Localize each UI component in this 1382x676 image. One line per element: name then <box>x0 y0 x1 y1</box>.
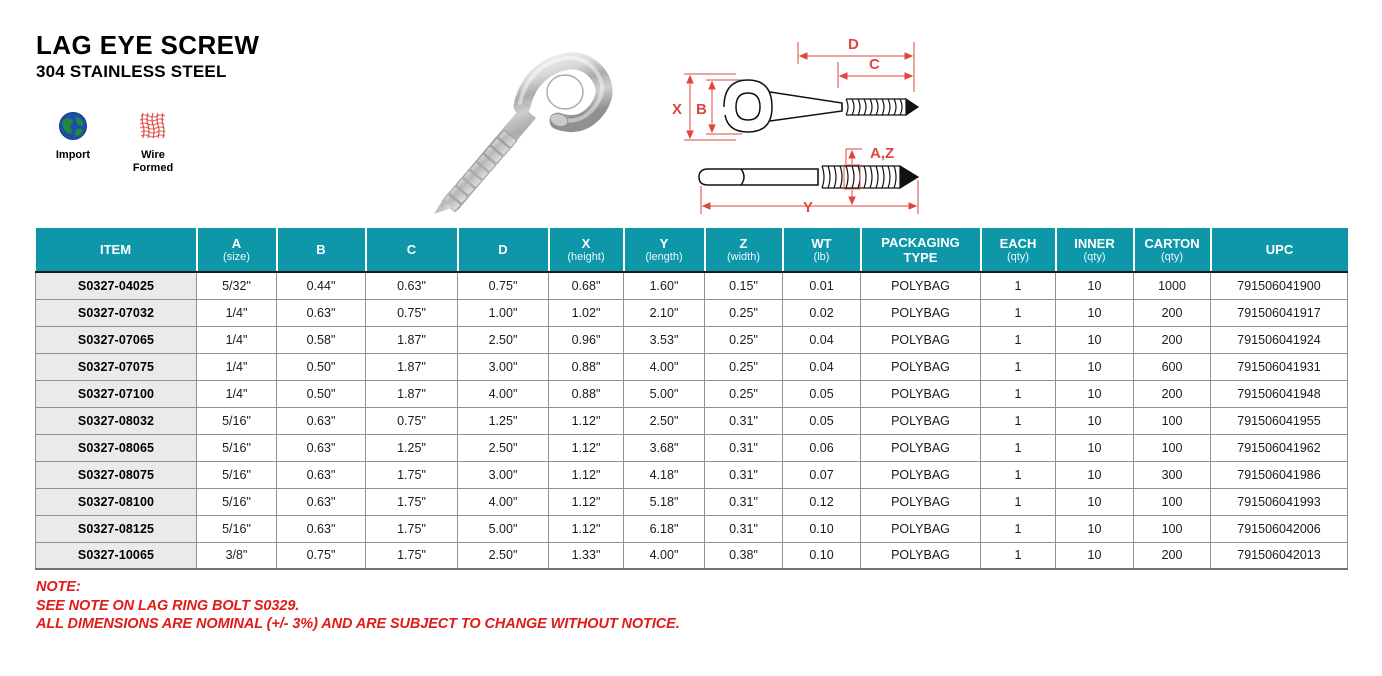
cell-c: 1.87" <box>366 353 458 380</box>
cell-d: 2.50" <box>458 434 549 461</box>
cell-c: 1.87" <box>366 380 458 407</box>
cell-carton: 200 <box>1134 542 1211 569</box>
column-header-label: Z <box>739 236 748 251</box>
cell-y: 1.60" <box>624 272 705 299</box>
cell-a: 5/16" <box>197 515 277 542</box>
cell-x: 1.12" <box>549 461 624 488</box>
dimension-label-x: X <box>672 101 683 118</box>
cell-x: 0.88" <box>549 380 624 407</box>
cell-item: S0327-07032 <box>36 299 197 326</box>
table-body <box>36 272 1348 569</box>
column-header-label: UPC <box>1265 242 1294 257</box>
cell-wt: 0.07 <box>783 461 861 488</box>
cell-d: 4.00" <box>458 380 549 407</box>
column-header-unit: (qty) <box>1083 251 1106 263</box>
dimension-label-c: C <box>869 56 880 73</box>
cell-inner: 10 <box>1056 515 1134 542</box>
cell-b: 0.58" <box>277 326 366 353</box>
cell-y: 3.53" <box>624 326 705 353</box>
table-row <box>36 299 1348 326</box>
cell-z: 0.15" <box>705 272 783 299</box>
cell-each: 1 <box>981 461 1056 488</box>
column-header-unit: (length) <box>645 251 683 263</box>
cell-packaging: POLYBAG <box>861 434 981 461</box>
column-header-unit: (qty) <box>1161 251 1183 263</box>
cell-b: 0.50" <box>277 353 366 380</box>
cell-b: 0.44" <box>277 272 366 299</box>
cell-item: S0327-10065 <box>36 542 197 569</box>
cell-inner: 10 <box>1056 380 1134 407</box>
table-row <box>36 515 1348 542</box>
cell-inner: 10 <box>1056 488 1134 515</box>
column-header-label: CARTON <box>1144 236 1200 251</box>
cell-a: 5/16" <box>197 488 277 515</box>
column-header-b <box>277 228 366 272</box>
cell-z: 0.25" <box>705 353 783 380</box>
cell-x: 0.96" <box>549 326 624 353</box>
column-header-unit: (lb) <box>813 251 830 263</box>
cell-d: 1.00" <box>458 299 549 326</box>
cell-a: 1/4" <box>197 326 277 353</box>
column-header-upc <box>1211 228 1348 272</box>
cell-y: 2.10" <box>624 299 705 326</box>
cell-z: 0.31" <box>705 461 783 488</box>
cell-carton: 200 <box>1134 299 1211 326</box>
cell-carton: 200 <box>1134 326 1211 353</box>
product-photo <box>352 22 624 218</box>
cell-packaging: POLYBAG <box>861 461 981 488</box>
technical-drawings <box>666 18 966 218</box>
column-header-label: INNER <box>1074 236 1115 251</box>
cell-inner: 10 <box>1056 272 1134 299</box>
cell-wt: 0.10 <box>783 515 861 542</box>
cell-c: 1.75" <box>366 542 458 569</box>
cell-upc: 791506041962 <box>1211 434 1348 461</box>
page-title: LAG EYE SCREW <box>36 30 260 60</box>
cell-carton: 100 <box>1134 407 1211 434</box>
cell-packaging: POLYBAG <box>861 407 981 434</box>
cell-a: 5/16" <box>197 407 277 434</box>
table-row <box>36 380 1348 407</box>
cell-wt: 0.05 <box>783 380 861 407</box>
cell-carton: 1000 <box>1134 272 1211 299</box>
column-header-unit: (width) <box>726 251 760 263</box>
cell-carton: 600 <box>1134 353 1211 380</box>
table-row <box>36 407 1348 434</box>
badge-import <box>44 108 102 175</box>
cell-wt: 0.04 <box>783 326 861 353</box>
cell-y: 6.18" <box>624 515 705 542</box>
cell-y: 5.18" <box>624 488 705 515</box>
cell-a: 3/8" <box>197 542 277 569</box>
cell-b: 0.63" <box>277 299 366 326</box>
column-header-packaging <box>861 228 981 272</box>
column-header-carton <box>1134 228 1211 272</box>
note-block <box>36 578 680 634</box>
cell-upc: 791506041955 <box>1211 407 1348 434</box>
cell-carton: 200 <box>1134 380 1211 407</box>
cell-d: 3.00" <box>458 353 549 380</box>
dimension-label-y: Y <box>803 199 814 216</box>
table-row <box>36 353 1348 380</box>
column-header-label: EACH <box>999 236 1037 251</box>
cell-y: 2.50" <box>624 407 705 434</box>
cell-each: 1 <box>981 515 1056 542</box>
cell-carton: 300 <box>1134 461 1211 488</box>
cell-inner: 10 <box>1056 542 1134 569</box>
cell-b: 0.75" <box>277 542 366 569</box>
column-header-y <box>624 228 705 272</box>
column-header-c <box>366 228 458 272</box>
wire-mesh-icon <box>136 108 170 144</box>
cell-b: 0.63" <box>277 515 366 542</box>
cell-z: 0.38" <box>705 542 783 569</box>
column-header-unit: (height) <box>567 251 605 263</box>
page-subtitle: 304 STAINLESS STEEL <box>36 62 227 81</box>
cell-upc: 791506042006 <box>1211 515 1348 542</box>
badge-group <box>44 108 182 175</box>
cell-carton: 100 <box>1134 434 1211 461</box>
cell-upc: 791506041986 <box>1211 461 1348 488</box>
cell-wt: 0.01 <box>783 272 861 299</box>
cell-c: 0.75" <box>366 407 458 434</box>
cell-wt: 0.12 <box>783 488 861 515</box>
cell-carton: 100 <box>1134 488 1211 515</box>
column-header-x <box>549 228 624 272</box>
cell-item: S0327-07100 <box>36 380 197 407</box>
cell-inner: 10 <box>1056 353 1134 380</box>
cell-z: 0.31" <box>705 488 783 515</box>
cell-item: S0327-08075 <box>36 461 197 488</box>
cell-c: 1.75" <box>366 488 458 515</box>
cell-item: S0327-04025 <box>36 272 197 299</box>
cell-item: S0327-08032 <box>36 407 197 434</box>
cell-item: S0327-08125 <box>36 515 197 542</box>
cell-each: 1 <box>981 542 1056 569</box>
cell-inner: 10 <box>1056 434 1134 461</box>
column-header-unit: (qty) <box>1007 251 1029 263</box>
cell-x: 1.12" <box>549 515 624 542</box>
cell-each: 1 <box>981 488 1056 515</box>
cell-b: 0.50" <box>277 380 366 407</box>
cell-wt: 0.02 <box>783 299 861 326</box>
cell-d: 2.50" <box>458 326 549 353</box>
cell-y: 4.00" <box>624 353 705 380</box>
cell-item: S0327-08100 <box>36 488 197 515</box>
cell-a: 5/16" <box>197 434 277 461</box>
dimension-label-d: D <box>848 36 859 53</box>
cell-upc: 791506041993 <box>1211 488 1348 515</box>
cell-wt: 0.05 <box>783 407 861 434</box>
cell-upc: 791506041900 <box>1211 272 1348 299</box>
column-header-inner <box>1056 228 1134 272</box>
cell-inner: 10 <box>1056 461 1134 488</box>
cell-d: 1.25" <box>458 407 549 434</box>
cell-wt: 0.04 <box>783 353 861 380</box>
cell-z: 0.25" <box>705 326 783 353</box>
cell-z: 0.31" <box>705 434 783 461</box>
cell-item: S0327-08065 <box>36 434 197 461</box>
cell-x: 1.33" <box>549 542 624 569</box>
cell-each: 1 <box>981 434 1056 461</box>
dimension-label-b: B <box>696 101 707 118</box>
table-row <box>36 488 1348 515</box>
column-header-a <box>197 228 277 272</box>
cell-packaging: POLYBAG <box>861 326 981 353</box>
cell-x: 1.02" <box>549 299 624 326</box>
table-row <box>36 542 1348 569</box>
cell-upc: 791506041924 <box>1211 326 1348 353</box>
column-header-unit: (size) <box>223 251 250 263</box>
column-header-each <box>981 228 1056 272</box>
cell-each: 1 <box>981 380 1056 407</box>
header-zone <box>0 0 1382 222</box>
note-line-reference: SEE NOTE ON LAG RING BOLT S0329. <box>36 597 300 614</box>
column-header-label: A <box>231 236 242 251</box>
cell-upc: 791506041917 <box>1211 299 1348 326</box>
cell-d: 3.00" <box>458 461 549 488</box>
cell-x: 1.12" <box>549 488 624 515</box>
column-header-label: X <box>581 236 591 251</box>
column-header-label: WT <box>811 236 832 251</box>
cell-packaging: POLYBAG <box>861 380 981 407</box>
cell-a: 1/4" <box>197 353 277 380</box>
cell-each: 1 <box>981 299 1056 326</box>
cell-a: 1/4" <box>197 299 277 326</box>
table-row <box>36 434 1348 461</box>
note-line-dimensions: ALL DIMENSIONS ARE NOMINAL (+/- 3%) AND ARE SUBJECT TO CHANGE WITHOUT NOTICE. <box>36 616 680 632</box>
cell-each: 1 <box>981 407 1056 434</box>
table-row <box>36 326 1348 353</box>
cell-inner: 10 <box>1056 326 1134 353</box>
cell-c: 0.75" <box>366 299 458 326</box>
cell-y: 5.00" <box>624 380 705 407</box>
cell-packaging: POLYBAG <box>861 488 981 515</box>
column-header-label: Y <box>659 236 669 251</box>
cell-a: 1/4" <box>197 380 277 407</box>
cell-y: 4.00" <box>624 542 705 569</box>
cell-packaging: POLYBAG <box>861 299 981 326</box>
cell-x: 0.68" <box>549 272 624 299</box>
column-header-label: C <box>406 242 417 257</box>
table-row <box>36 272 1348 299</box>
cell-d: 0.75" <box>458 272 549 299</box>
cell-a: 5/32" <box>197 272 277 299</box>
cell-upc: 791506041931 <box>1211 353 1348 380</box>
cell-inner: 10 <box>1056 407 1134 434</box>
cell-packaging: POLYBAG <box>861 272 981 299</box>
note-heading: NOTE: <box>36 579 81 595</box>
badge-label-import: Import <box>55 149 91 161</box>
table-header-row <box>36 228 1348 272</box>
cell-z: 0.25" <box>705 299 783 326</box>
cell-c: 1.75" <box>366 515 458 542</box>
cell-c: 1.75" <box>366 461 458 488</box>
cell-z: 0.31" <box>705 515 783 542</box>
cell-item: S0327-07065 <box>36 326 197 353</box>
cell-carton: 100 <box>1134 515 1211 542</box>
cell-b: 0.63" <box>277 461 366 488</box>
cell-b: 0.63" <box>277 407 366 434</box>
cell-b: 0.63" <box>277 434 366 461</box>
table-row <box>36 461 1348 488</box>
globe-icon <box>58 108 88 144</box>
cell-upc: 791506042013 <box>1211 542 1348 569</box>
cell-each: 1 <box>981 326 1056 353</box>
cell-each: 1 <box>981 272 1056 299</box>
cell-b: 0.63" <box>277 488 366 515</box>
cell-packaging: POLYBAG <box>861 353 981 380</box>
cell-upc: 791506041948 <box>1211 380 1348 407</box>
badge-label-wire-formed: Wire Formed <box>132 149 174 174</box>
cell-a: 5/16" <box>197 461 277 488</box>
specification-table <box>35 228 1348 570</box>
cell-c: 1.25" <box>366 434 458 461</box>
cell-x: 1.12" <box>549 407 624 434</box>
column-header-label: B <box>316 242 326 257</box>
dimension-label-az: A,Z <box>870 145 895 162</box>
cell-packaging: POLYBAG <box>861 542 981 569</box>
cell-x: 1.12" <box>549 434 624 461</box>
cell-z: 0.25" <box>705 380 783 407</box>
cell-x: 0.88" <box>549 353 624 380</box>
column-header-wt <box>783 228 861 272</box>
cell-item: S0327-07075 <box>36 353 197 380</box>
cell-z: 0.31" <box>705 407 783 434</box>
cell-y: 3.68" <box>624 434 705 461</box>
cell-c: 0.63" <box>366 272 458 299</box>
column-header-label: ITEM <box>99 242 132 257</box>
cell-y: 4.18" <box>624 461 705 488</box>
column-header-z <box>705 228 783 272</box>
cell-d: 2.50" <box>458 542 549 569</box>
column-header-label: D <box>498 242 508 257</box>
column-header-item <box>36 228 197 272</box>
cell-d: 4.00" <box>458 488 549 515</box>
cell-d: 5.00" <box>458 515 549 542</box>
cell-packaging: POLYBAG <box>861 515 981 542</box>
badge-wire-formed <box>124 108 182 175</box>
cell-each: 1 <box>981 353 1056 380</box>
cell-inner: 10 <box>1056 299 1134 326</box>
column-header-d <box>458 228 549 272</box>
cell-wt: 0.06 <box>783 434 861 461</box>
cell-c: 1.87" <box>366 326 458 353</box>
cell-wt: 0.10 <box>783 542 861 569</box>
column-header-label: PACKAGING TYPE <box>881 234 960 265</box>
